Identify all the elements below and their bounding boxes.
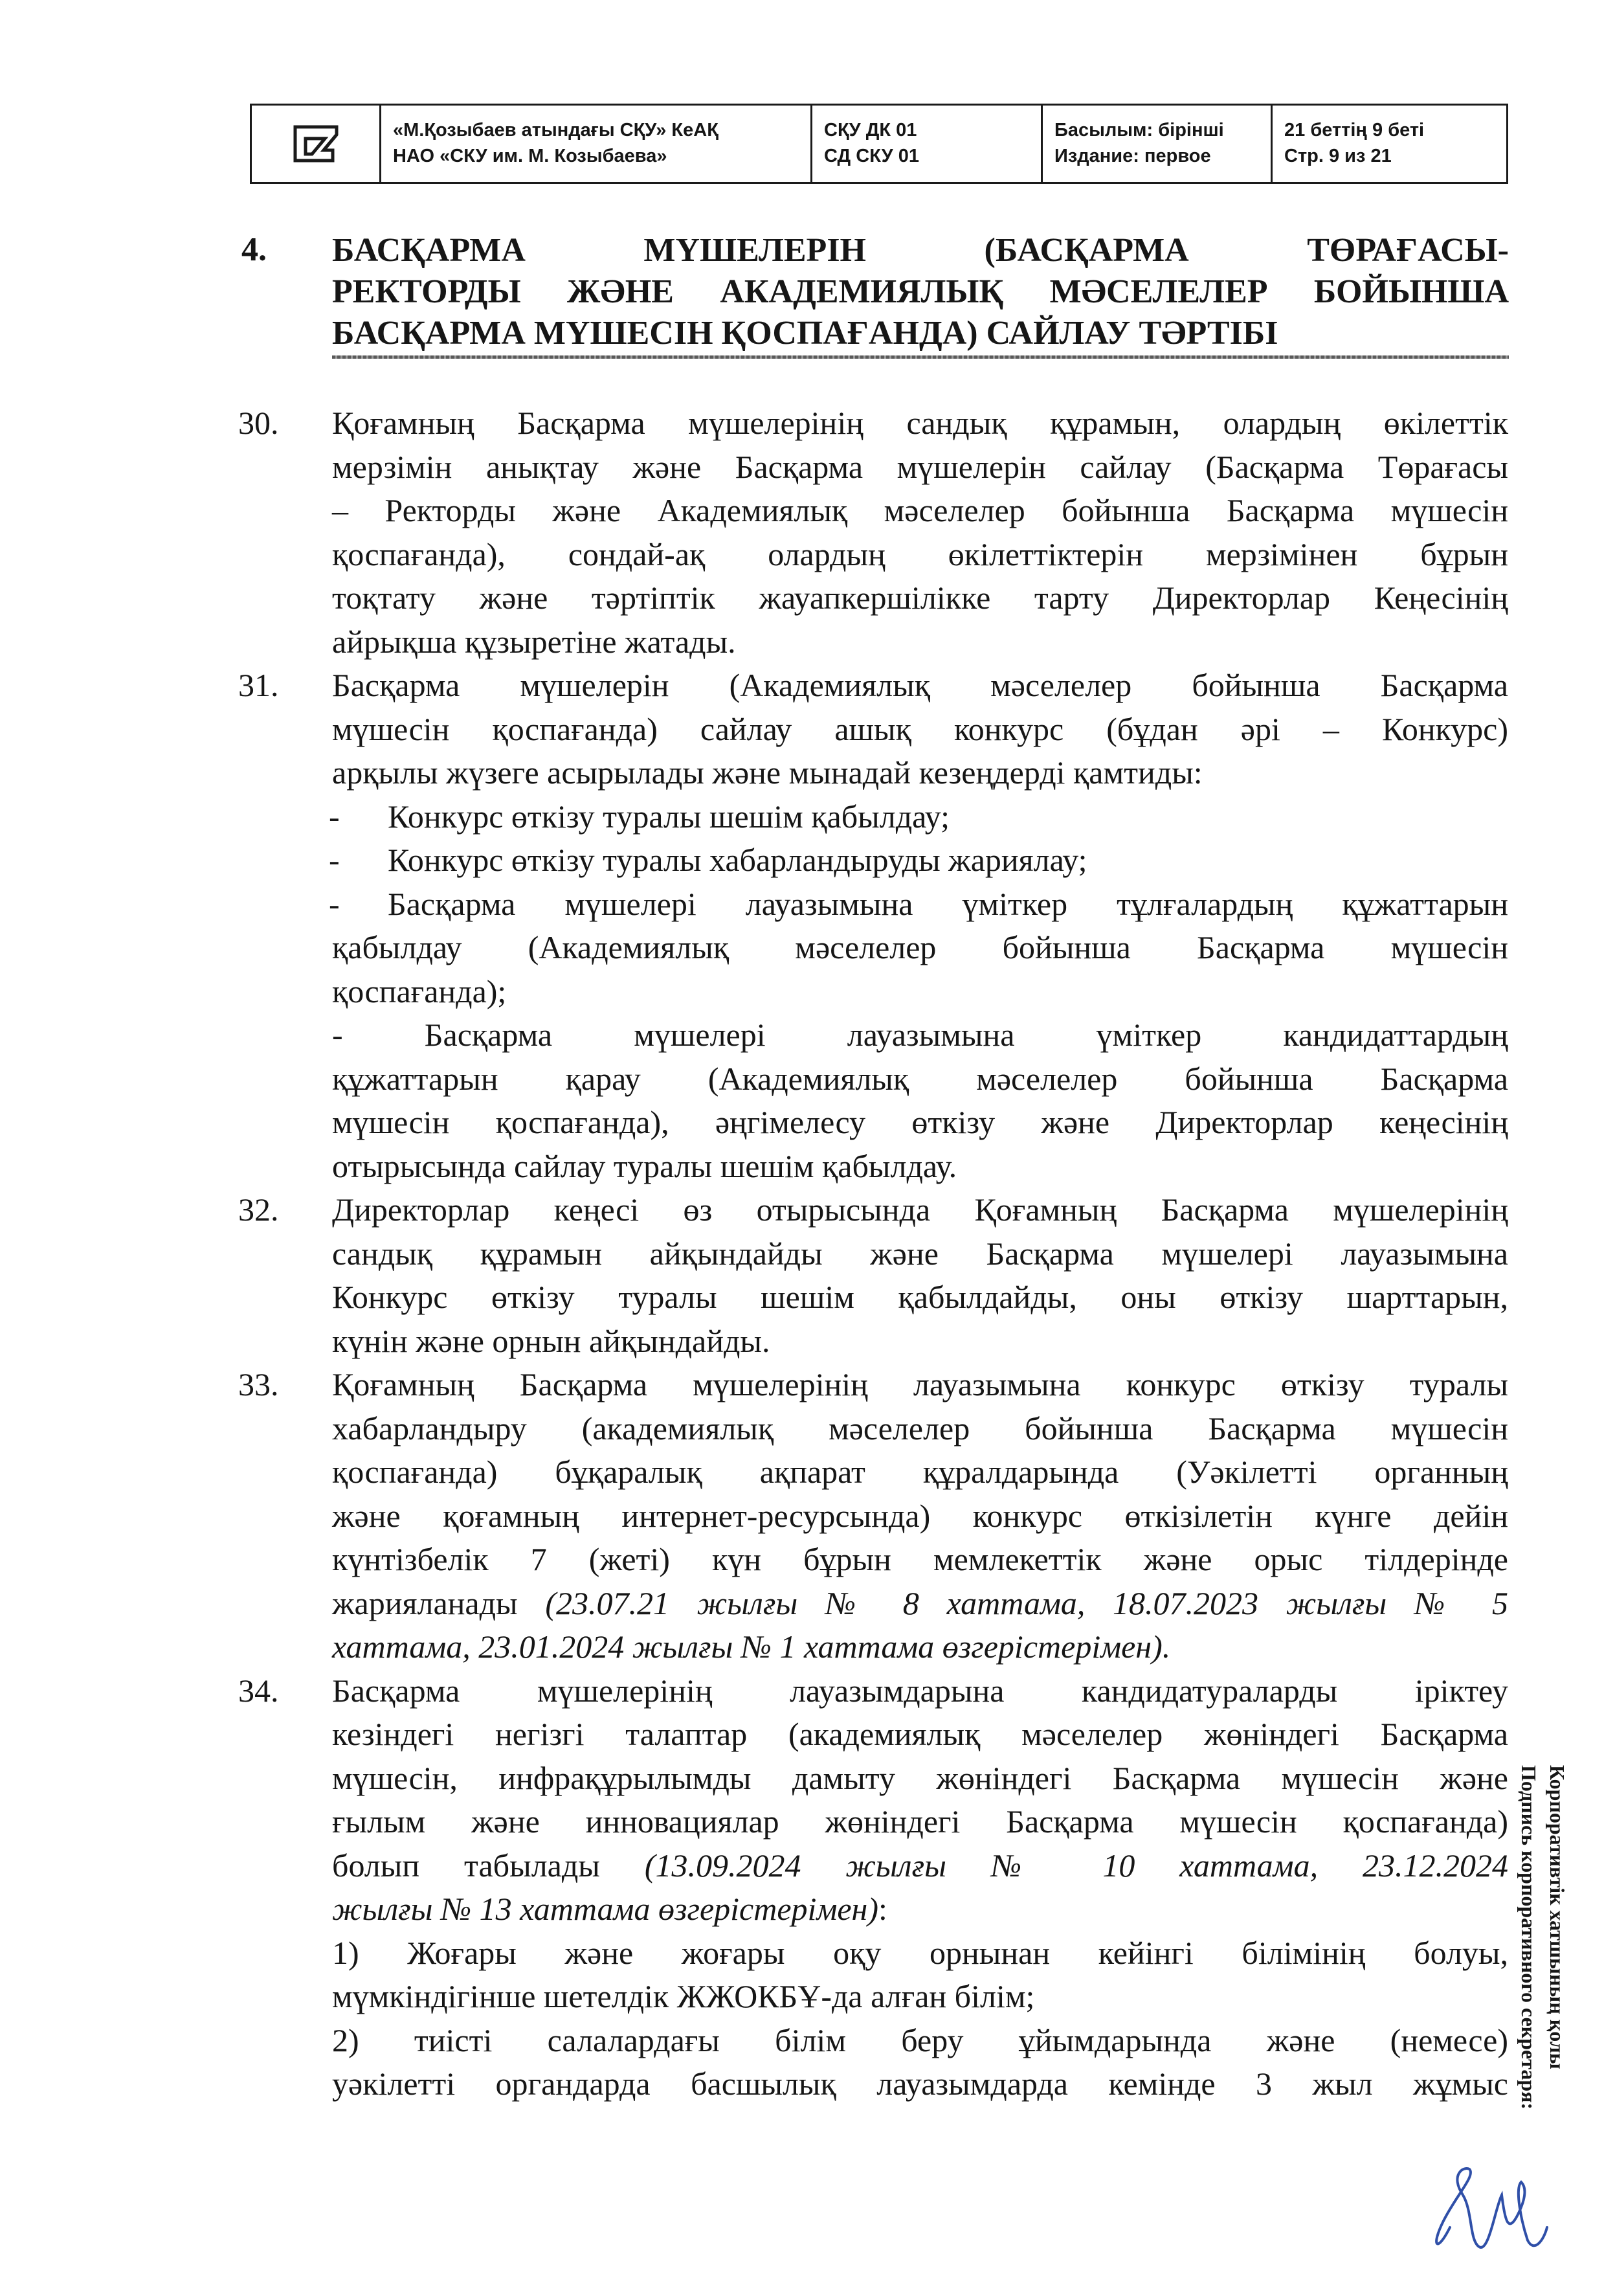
text-plain: : — [878, 1891, 887, 1927]
paragraph-32 — [238, 1188, 1508, 1363]
page-number-ru: Стр. 9 из 21 — [1284, 146, 1392, 166]
text-line — [332, 1582, 1508, 1626]
text-line: қабылдау (Академиялық мәселелер бойынша Басқарма мүшесін — [332, 929, 1508, 965]
text-line: айрықша құзыретіне жатады. — [332, 623, 736, 660]
text-line: Қоғамның Басқарма мүшелерінің лауазымына конкурс өткізу туралы — [332, 1366, 1508, 1402]
text-line: уәкілетті органдарда басшылық лауазымдарда кемінде 3 жыл жұмыс — [332, 2065, 1508, 2102]
text-line: күнтізбелік 7 (жеті) күн бұрын мемлекеттік және орыс тілдерінде — [332, 1541, 1508, 1577]
section-title-line: РЕКТОРДЫ ЖӘНЕ АКАДЕМИЯЛЫҚ МӘСЕЛЕЛЕР БОЙЫНША — [332, 273, 1509, 310]
paragraph-34 — [238, 1669, 1508, 2106]
text-line: Конкурс өткізу туралы шешім қабылдайды, оны өткізу шарттарын, — [332, 1279, 1508, 1315]
amendment-note: (13.09.2024 жылғы № 10 хаттама, 23.12.2024 — [644, 1847, 1508, 1884]
text-line: қоспағанда); — [332, 973, 507, 1009]
text-line: кезіндегі негізгі талаптар (академиялық мәселелер жөніндегі Басқарма — [332, 1716, 1508, 1752]
document-code-cell — [812, 106, 1043, 182]
list-item — [329, 883, 1508, 927]
text-line: тоқтату және тәртіптік жауапкершілікке тарту Директорлар Кеңесінің — [332, 580, 1508, 616]
text-line: күнін және орнын айқындайды. — [332, 1322, 770, 1359]
paragraph-text — [332, 1188, 1508, 1363]
text-line — [332, 1844, 1508, 1888]
logo-cell — [252, 106, 381, 182]
list-dash: - — [329, 885, 340, 922]
sku-logo-icon — [286, 120, 346, 167]
text-line: мүшесін қоспағанда) сайлау ашық конкурс (бұдан әрі – Конкурс) — [332, 710, 1508, 747]
signature-icon — [1424, 2150, 1554, 2260]
stamp-line-ru: Подпись корпоративного секретаря: — [1517, 1765, 1541, 2110]
list-dash: - — [329, 798, 340, 835]
paragraph-33 — [238, 1363, 1508, 1669]
paragraph-number: 31. — [238, 667, 279, 703]
paragraph-text — [332, 1669, 1508, 2106]
list-dash: - — [332, 1017, 343, 1053]
list-item-text: Конкурс өткізу туралы хабарландыруды жариялау; — [388, 842, 1087, 878]
text-line: ғылым және инновациялар жөніндегі Басқарма мүшесін қоспағанда) — [332, 1803, 1508, 1840]
text-line: арқылы жүзеге асырылады және мынадай кезеңдерді қамтиды: — [332, 754, 1203, 791]
text-line: Қоғамның Басқарма мүшелерінің сандық құрамын, олардың өкілеттік — [332, 405, 1508, 441]
paragraph-number: 33. — [238, 1366, 279, 1402]
text-line: отырысында сайлау туралы шешім қабылдау. — [332, 1147, 957, 1184]
paragraph-text — [332, 1363, 1508, 1669]
text-line: және қоғамның интернет-ресурсында) конкурс өткізілетін күнге дейін — [332, 1497, 1508, 1534]
section-title — [332, 230, 1509, 354]
section-number: 4. — [241, 231, 267, 268]
text-line: мүшесін, инфрақұрылымды дамыту жөніндегі Басқарма мүшесін және — [332, 1759, 1508, 1796]
list-item: 2) тиісті салалардағы білім беру ұйымдарында және (немесе) — [332, 2021, 1508, 2058]
edition-ru: Издание: первое — [1054, 146, 1211, 166]
text-line: – Ректорды және Академиялық мәселелер бойынша Басқарма мүшесін — [332, 492, 1508, 528]
list-item-text: Конкурс өткізу туралы шешім қабылдау; — [388, 798, 950, 835]
stamp-line-kz: Корпоративтік хатшының қолы — [1546, 1765, 1569, 2069]
document-code-kz: СҚУ ДК 01 — [824, 120, 917, 141]
organization-name-ru: НАО «СКУ им. М. Козыбаева» — [393, 146, 667, 166]
list-item-text: Басқарма мүшелері лауазымына үміткер тұлғалардың құжаттарын — [388, 885, 1508, 922]
text-line: құжаттарын қарау (Академиялық мәселелер бойынша Басқарма — [332, 1060, 1508, 1097]
organization-name-kz: «М.Қозыбаев атындағы СҚУ» КеАҚ — [393, 120, 718, 141]
list-dash: - — [329, 842, 340, 878]
text-line: қоспағанда), сондай-ақ олардың өкілеттіктерін мерзімінен бұрын — [332, 535, 1508, 572]
page-number-cell — [1273, 106, 1506, 182]
paragraph-31 — [238, 664, 1508, 1188]
list-item — [329, 838, 1508, 883]
list-item: 1) Жоғары және жоғары оқу орнынан кейінгі білімінің болуы, — [332, 1934, 1508, 1971]
document-body — [238, 401, 1508, 2106]
text-line: қоспағанда) бұқаралық ақпарат құралдарында (Уәкілетті органның — [332, 1454, 1508, 1490]
text-line: мүшесін қоспағанда), әңгімелесу өткізу және Директорлар кеңесінің — [332, 1104, 1508, 1140]
page-number-kz: 21 беттің 9 беті — [1284, 120, 1425, 141]
edition-kz: Басылым: бірінші — [1054, 120, 1224, 141]
text-line: Басқарма мүшелерінің лауазымдарына кандидатураларды іріктеу — [332, 1672, 1508, 1709]
text-line: Басқарма мүшелерін (Академиялық мәселелер бойынша Басқарма — [332, 667, 1508, 703]
section-title-line: БАСҚАРМА МҮШЕЛЕРІН (БАСҚАРМА ТӨРАҒАСЫ- — [332, 232, 1509, 269]
list-item-text: Басқарма мүшелері лауазымына үміткер кандидаттардың — [424, 1017, 1508, 1053]
amendment-note: (23.07.21 жылғы № 8 хаттама, 18.07.2023 жылғы № 5 — [545, 1584, 1508, 1621]
section-title-line: БАСҚАРМА МҮШЕСІН ҚОСПАҒАНДА) САЙЛАУ ТӘРТІБІ — [332, 315, 1278, 352]
text-plain: жарияланады — [332, 1584, 546, 1621]
amendment-note: хаттама, 23.01.2024 жылғы № 1 хаттама өзгерістерімен). — [332, 1628, 1171, 1665]
text-line: Директорлар кеңесі өз отырысында Қоғамның Басқарма мүшелерінің — [332, 1191, 1508, 1228]
paragraph-text — [332, 401, 1508, 664]
text-line: мүмкіндігінше шетелдік ЖЖОКБҰ-да алған білім; — [332, 1978, 1035, 2014]
amendment-note: жылғы № 13 хаттама өзгерістерімен) — [332, 1891, 878, 1927]
paragraph-number: 32. — [238, 1191, 279, 1228]
document-code-ru: СД СКУ 01 — [824, 146, 919, 166]
text-line: хабарландыру (академиялық мәселелер бойынша Басқарма мүшесін — [332, 1410, 1508, 1446]
list-item — [332, 1013, 1508, 1057]
text-line — [332, 1887, 1508, 1931]
text-line: мерзімін анықтау және Басқарма мүшелерін сайлау (Басқарма Төрағасы — [332, 448, 1508, 485]
paragraph-number: 30. — [238, 405, 279, 441]
text-plain: болып табылады — [332, 1847, 645, 1884]
edition-cell — [1043, 106, 1273, 182]
paragraph-30 — [238, 401, 1508, 664]
list-item — [329, 795, 1508, 839]
text-line: сандық құрамын айқындайды және Басқарма мүшелері лауазымына — [332, 1235, 1508, 1272]
paragraph-text — [329, 664, 1508, 1188]
document-header-table — [250, 104, 1508, 184]
section-divider — [332, 355, 1509, 359]
organization-cell — [381, 106, 812, 182]
paragraph-number: 34. — [238, 1672, 279, 1709]
